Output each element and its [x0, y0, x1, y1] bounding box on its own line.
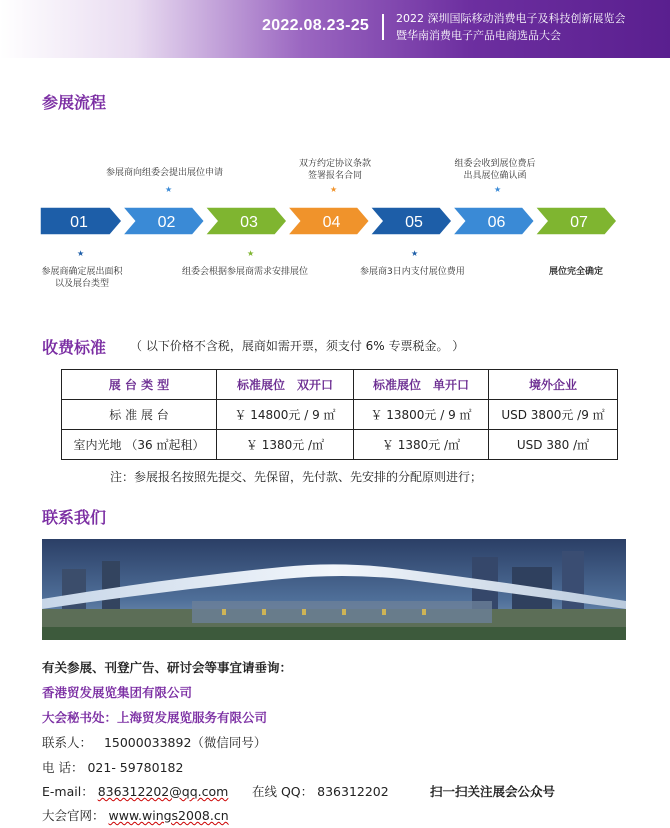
marker-step06: ★ — [494, 185, 502, 194]
ann-step06-line2: 出具展位确认函 — [463, 171, 527, 181]
process-step-number: 04 — [322, 214, 341, 231]
ann-step04 — [290, 158, 380, 182]
ann-step07: 展位完全确定 — [549, 267, 604, 277]
col-header: 标准展位 单开口 — [354, 370, 489, 400]
org-name: 香港贸发展览集团有限公司 — [42, 685, 193, 700]
ann-step05: 参展商3日内支付展位费用 — [360, 267, 465, 277]
table-cell: USD 380 /㎡ — [489, 430, 618, 460]
ann-step04-line2: 签署报名合同 — [307, 171, 362, 181]
event-date: 2022.08.23-25 — [262, 17, 370, 34]
process-chevrons — [40, 205, 630, 237]
col-header: 展 台 类 型 — [62, 370, 217, 400]
contact-person-value: 15000033892（微信同号） — [103, 735, 267, 750]
process-step-number: 07 — [570, 214, 588, 231]
ann-step06-line1: 组委会收到展位费后 — [454, 159, 536, 169]
scan-qr-text: 扫一扫关注展会公众号 — [430, 784, 556, 799]
table-cell: USD 3800元 /9 ㎡ — [489, 400, 618, 430]
venue-photo — [42, 539, 626, 640]
secretariat: 大会秘书处：上海贸发展览服务有限公司 — [42, 710, 268, 725]
table-cell: ￥ 1380元 /㎡ — [354, 430, 489, 460]
contact-qq — [252, 782, 389, 800]
table-cell: ￥ 14800元 / 9 ㎡ — [217, 400, 354, 430]
table-cell: ￥ 1380元 /㎡ — [217, 430, 354, 460]
header-divider — [382, 14, 384, 40]
contact-title: 联系我们 — [42, 508, 107, 527]
col-header: 境外企业 — [489, 370, 618, 400]
table-row — [62, 400, 618, 430]
process-step-04 — [288, 207, 370, 235]
table-cell: 标 准 展 台 — [62, 400, 217, 430]
contact-email — [42, 782, 228, 800]
process-step-05 — [370, 207, 452, 235]
event-title-line1: 2022 深圳国际移动消费电子及科技创新展览会 — [396, 12, 626, 25]
contact-phone — [42, 758, 183, 776]
contact-intro: 有关参展、刊登广告、研讨会等事宜请垂询： — [42, 660, 293, 675]
table-header-row — [62, 370, 618, 400]
process-step-number: 02 — [157, 214, 176, 231]
ann-step03: 组委会根据参展商需求安排展位 — [182, 267, 309, 277]
ann-step01-line1: 参展商确定展出面积 — [41, 267, 123, 277]
marker-step05: ★ — [411, 249, 419, 258]
process-step-01 — [40, 207, 122, 235]
process-step-number: 06 — [487, 214, 506, 231]
table-row — [62, 430, 618, 460]
process-title: 参展流程 — [42, 93, 107, 112]
marker-step02: ★ — [165, 185, 173, 194]
email-label: E-mail： — [42, 784, 94, 799]
contact-person-label: 联系人： — [42, 735, 93, 750]
contact-website — [42, 806, 229, 824]
process-step-03 — [205, 207, 287, 235]
process-step-02 — [123, 207, 205, 235]
website-link[interactable]: www.wings2008.cn — [108, 808, 229, 823]
event-title-line2: 暨华南消费电子产品电商选品大会 — [396, 29, 561, 42]
ann-step01 — [34, 266, 130, 290]
fees-table — [61, 369, 618, 460]
email-link[interactable]: 836312202@qq.com — [97, 784, 229, 799]
ann-step04-line1: 双方约定协议条款 — [298, 159, 371, 169]
fees-footnote: 注：参展报名按照先提交、先保留，先付款、先安排的分配原则进行； — [110, 470, 483, 484]
contact-person — [42, 733, 266, 751]
ann-step02: 参展商向组委会提出展位申请 — [106, 168, 224, 178]
ann-step01-line2: 以及展台类型 — [54, 279, 109, 289]
header-banner — [0, 0, 670, 58]
process-step-number: 05 — [405, 214, 423, 231]
process-step-number: 03 — [240, 214, 258, 231]
fees-note: （ 以下价格不含税，展商如需开票，须支付 6% 专票税金。 ） — [130, 339, 465, 353]
ann-step06 — [445, 158, 545, 182]
table-cell: ￥ 13800元 / 9 ㎡ — [354, 400, 489, 430]
col-header: 标准展位 双开口 — [217, 370, 354, 400]
marker-step03: ★ — [247, 249, 255, 258]
marker-step04: ★ — [330, 185, 338, 194]
qq-value: 836312202 — [317, 784, 389, 799]
process-step-07 — [535, 207, 617, 235]
phone-value: 021- 59780182 — [87, 760, 184, 775]
website-label: 大会官网： — [42, 808, 105, 823]
fees-title: 收费标准 — [42, 338, 107, 357]
marker-step01: ★ — [77, 249, 85, 258]
table-cell: 室内光地 （36 ㎡起租） — [62, 430, 217, 460]
phone-label: 电 话： — [42, 760, 84, 775]
qq-label: 在线 QQ： — [252, 784, 314, 799]
process-step-number: 01 — [70, 214, 88, 231]
process-step-06 — [453, 207, 535, 235]
